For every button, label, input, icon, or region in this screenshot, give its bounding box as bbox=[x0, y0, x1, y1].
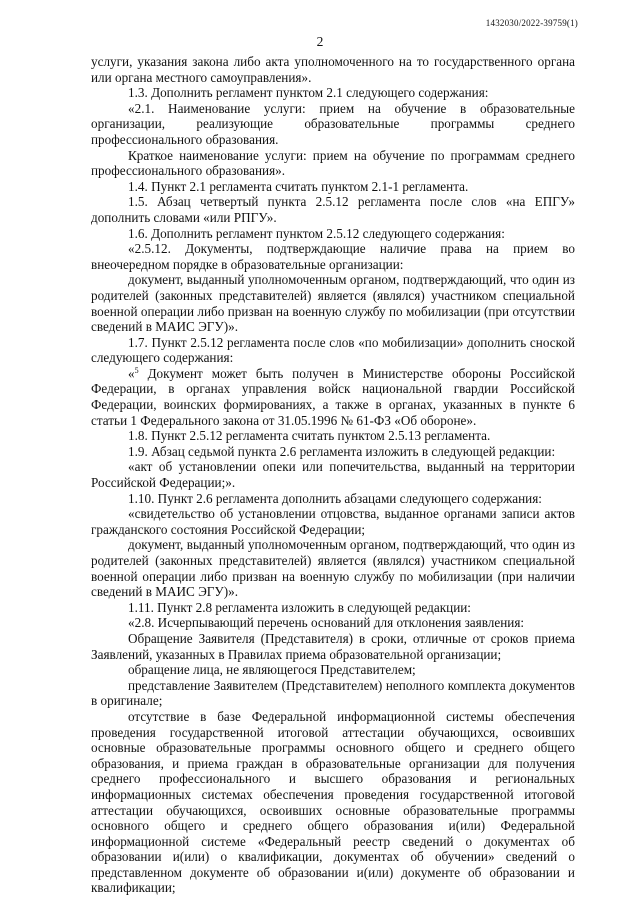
paragraph bbox=[91, 506, 575, 537]
paragraph-text: Краткое наименование услуги: прием на обучение по программам среднего профессионального образования». bbox=[91, 147, 575, 179]
paragraph bbox=[91, 85, 575, 101]
paragraph-text: 1.4. Пункт 2.1 регламента считать пунктом 2.1-1 регламента. bbox=[128, 178, 469, 194]
page-number: 2 bbox=[316, 34, 324, 49]
paragraph bbox=[91, 366, 575, 428]
paragraph bbox=[91, 678, 575, 709]
paragraph-text: документ, выданный уполномоченным органом, подтверждающий, что один из родителей (законных представителей) является (являлся) участником специальной военной операции либо призван на военную службу по мобилизации (при отсутствии сведений в МАИС ЭГУ)». bbox=[91, 272, 575, 335]
paragraph-text: обращение лица, не являющегося Представителем; bbox=[128, 662, 416, 678]
document-body bbox=[91, 54, 575, 896]
paragraph-text: документ, выданный уполномоченным органом, подтверждающий, что один из родителей (законных представителей) является (являлся) участником специальной военной операции либо призван на военную службу по мобилизации (при наличии сведений в МАИС ЭГУ)». bbox=[91, 537, 575, 600]
paragraph bbox=[91, 335, 575, 366]
paragraph-text: Обращение Заявителя (Представителя) в сроки, отличные от сроков приема Заявлений, указанных в Правилах приема образовательной организации; bbox=[91, 630, 575, 662]
paragraph-text: 1.11. Пункт 2.8 регламента изложить в следующей редакции: bbox=[128, 599, 471, 615]
paragraph bbox=[91, 459, 575, 490]
paragraph bbox=[91, 491, 575, 507]
paragraph bbox=[91, 537, 575, 599]
paragraph bbox=[91, 631, 575, 662]
paragraph-text: 1.8. Пункт 2.5.12 регламента считать пунктом 2.5.13 регламента. bbox=[128, 428, 491, 444]
paragraph-text: «свидетельство об установлении отцовства, выданное органами записи актов гражданского состояния Российской Федерации; bbox=[91, 506, 575, 537]
paragraph-text: «акт об установлении опеки или попечительства, выданный на территории Российской Федерации;». bbox=[91, 459, 575, 491]
paragraph bbox=[91, 54, 575, 85]
paragraph-text: «2.8. Исчерпывающий перечень оснований для отклонения заявления: bbox=[128, 615, 525, 631]
paragraph-text: 1.10. Пункт 2.6 регламента дополнить абзацами следующего содержания: bbox=[128, 490, 542, 506]
paragraph-text: отсутствие в базе Федеральной информационной системы обеспечения проведения государственной итоговой аттестации обучающихся, освоивших основные образовательные программы основного общего и среднего общего образования, и приема граждан в образовательные организации для получения среднего профессионального и высшего образования и региональных информационных системах обеспечения проведения государственной итоговой аттестации обучающихся, освоивших основные образовательные программы основного общего и среднего общего образования и(или) Федеральной информационной системе «Федеральный реестр сведений о документах об образовании и(или) о квалификации, документах об обучении» сведений о представленном документе об образовании и(или) документе об образовании и квалификации; bbox=[91, 708, 575, 896]
paragraph-text: услуги, указания закона либо акта уполномоченного на то государственного органа или органа местного самоуправления». bbox=[91, 54, 575, 85]
paragraph bbox=[91, 428, 575, 444]
document-number: 1432030/2022-39759(1) bbox=[485, 18, 578, 28]
paragraph-text: 1.9. Абзац седьмой пункта 2.6 регламента изложить в следующей редакции: bbox=[128, 443, 556, 459]
paragraph bbox=[91, 148, 575, 179]
paragraph bbox=[91, 179, 575, 195]
paragraph-text: 1.6. Дополнить регламент пунктом 2.5.12 следующего содержания: bbox=[128, 225, 505, 241]
paragraph-text: представление Заявителем (Представителем) неполного комплекта документов в оригинале; bbox=[91, 677, 575, 709]
paragraph bbox=[91, 101, 575, 148]
paragraph-text: «2.1. Наименование услуги: прием на обучение в образовательные организации, реализующие образовательные программы среднего профессионального образования. bbox=[91, 100, 575, 147]
paragraph bbox=[91, 241, 575, 272]
paragraph bbox=[91, 226, 575, 242]
paragraph bbox=[91, 615, 575, 631]
paragraph-text: 1.5. Абзац четвертый пункта 2.5.12 регламента после слов «на ЕПГУ» дополнить словами «или РПГУ». bbox=[91, 194, 575, 225]
paragraph bbox=[91, 194, 575, 225]
paragraph-text: «2.5.12. Документы, подтверждающие наличие права на прием во внеочередном порядке в образовательные организации: bbox=[91, 241, 575, 272]
paragraph-text: 1.7. Пункт 2.5.12 регламента после слов «по мобилизации» дополнить сноской следующего содержания: bbox=[91, 334, 575, 366]
paragraph-text: 1.3. Дополнить регламент пунктом 2.1 следующего содержания: bbox=[128, 85, 489, 101]
quote-mark: « bbox=[128, 365, 135, 381]
paragraph bbox=[91, 709, 575, 896]
paragraph bbox=[91, 444, 575, 460]
paragraph bbox=[91, 272, 575, 334]
paragraph bbox=[91, 600, 575, 616]
footnote-marker: 5 bbox=[134, 365, 139, 375]
paragraph bbox=[91, 662, 575, 678]
paragraph-text: Документ может быть получен в Министерстве обороны Российской Федерации, в органах управления войск национальной гвардии Российской Федерации, воинских формированиях, а также в органах, указанных в пункте 6 статьи 1 Федерального закона от 31.05.1996 № 61-ФЗ «Об обороне». bbox=[91, 365, 576, 428]
